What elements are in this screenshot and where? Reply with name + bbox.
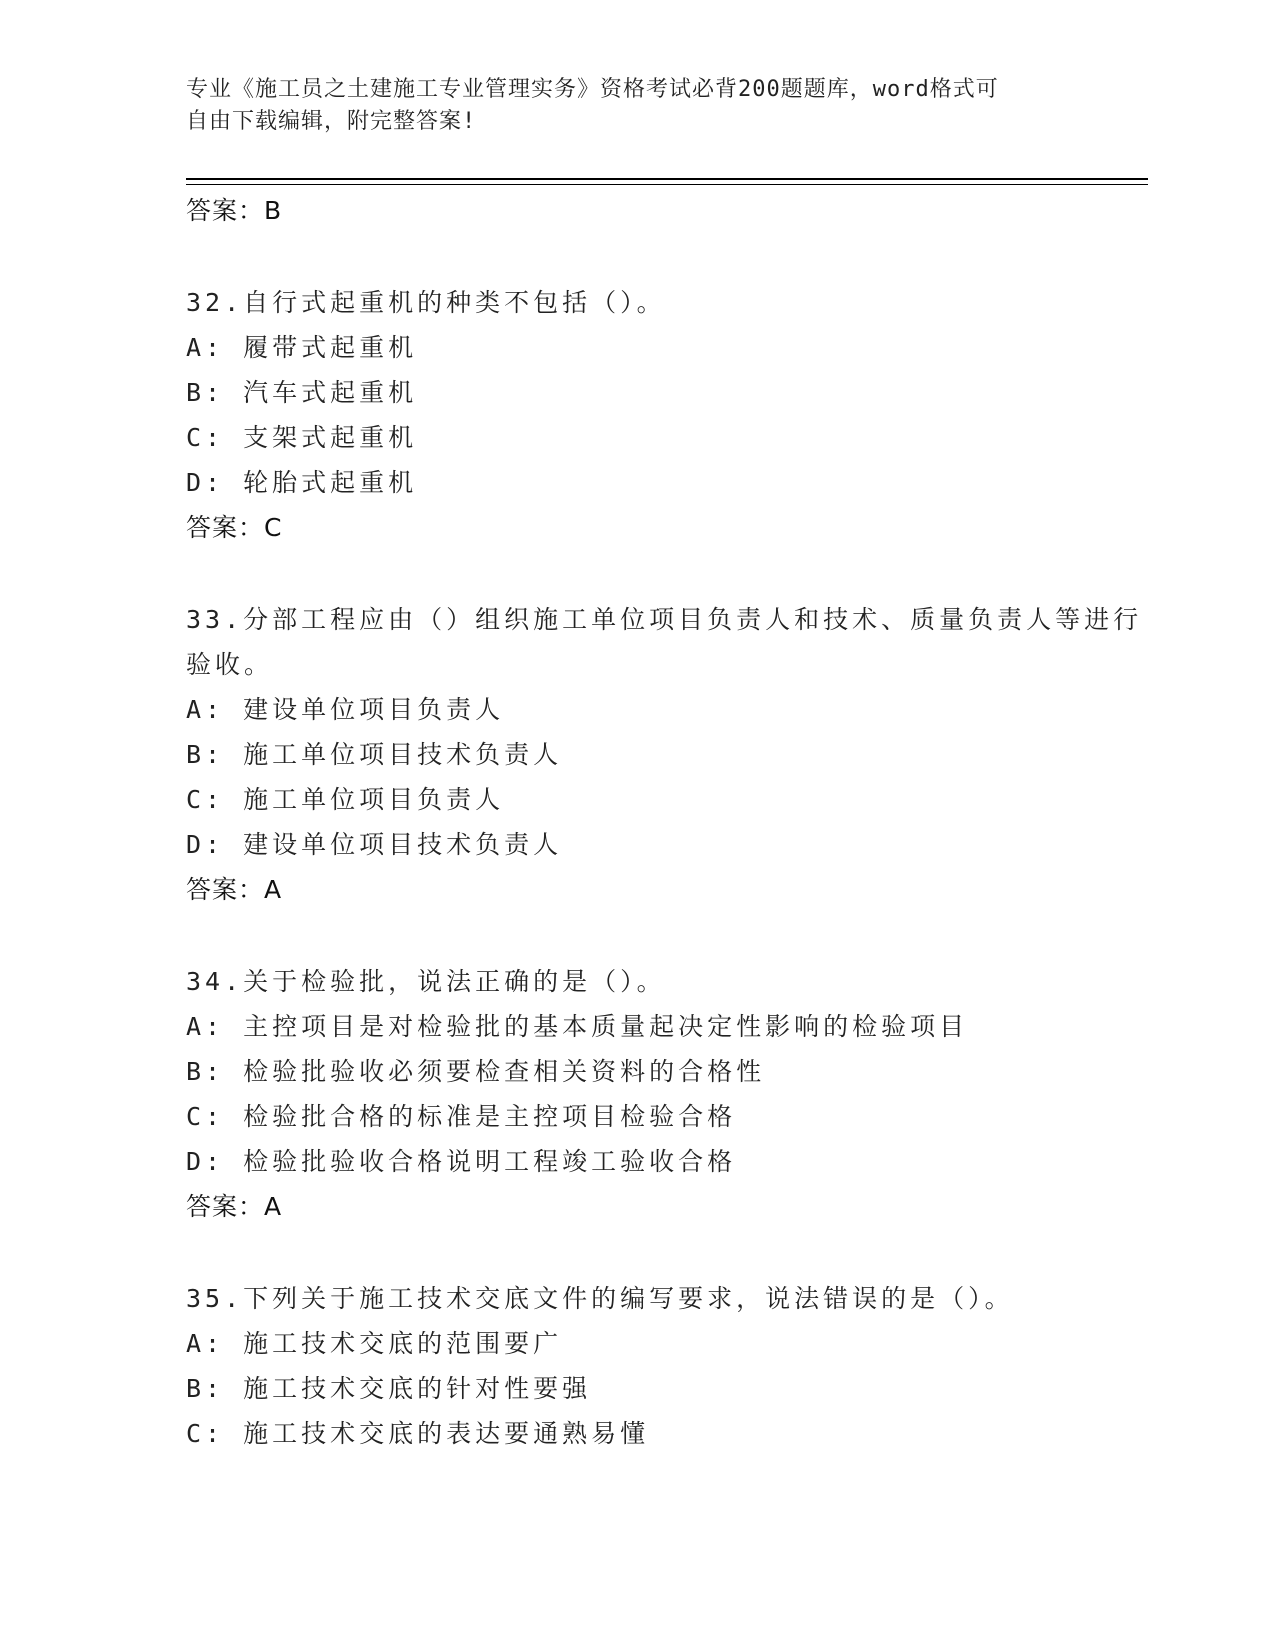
answer-label: 答案：B <box>186 196 283 225</box>
option-d: D: 检验批验收合格说明工程竣工验收合格 <box>186 1147 737 1176</box>
page-header <box>186 74 1066 138</box>
question-block <box>186 959 1146 1229</box>
option-d: D: 建设单位项目技术负责人 <box>186 830 563 859</box>
answer-label: 答案：A <box>186 1192 283 1221</box>
answer-label: 答案：C <box>186 513 283 542</box>
spacer <box>186 1229 1146 1276</box>
header-line-2: 自由下载编辑，附完整答案! <box>186 109 477 134</box>
option-b: B: 汽车式起重机 <box>186 378 418 407</box>
option-d: D: 轮胎式起重机 <box>186 468 418 497</box>
option-b: B: 检验批验收必须要检查相关资料的合格性 <box>186 1057 766 1086</box>
answer-label: 答案：A <box>186 875 283 904</box>
question-text: 32.自行式起重机的种类不包括（）。 <box>186 288 666 317</box>
option-a: A: 主控项目是对检验批的基本质量起决定性影响的检验项目 <box>186 1012 969 1041</box>
question-block <box>186 280 1146 550</box>
header-rule-thin <box>186 184 1148 185</box>
document-body <box>186 188 1146 1456</box>
spacer <box>186 550 1146 597</box>
header-rule-thick <box>186 178 1148 180</box>
header-line-1: 专业《施工员之土建施工专业管理实务》资格考试必背200题题库，word格式可 <box>186 77 999 102</box>
spacer <box>186 233 1146 280</box>
option-a: A: 履带式起重机 <box>186 333 418 362</box>
option-c: C: 施工技术交底的表达要通熟易懂 <box>186 1419 650 1448</box>
spacer <box>186 912 1146 959</box>
question-block <box>186 1276 1146 1456</box>
option-b: B: 施工单位项目技术负责人 <box>186 740 563 769</box>
question-block <box>186 597 1146 912</box>
option-b: B: 施工技术交底的针对性要强 <box>186 1374 592 1403</box>
question-text: 34.关于检验批，说法正确的是（）。 <box>186 967 666 996</box>
option-c: C: 支架式起重机 <box>186 423 418 452</box>
option-a: A: 建设单位项目负责人 <box>186 695 505 724</box>
question-text: 35.下列关于施工技术交底文件的编写要求，说法错误的是（）。 <box>186 1284 1014 1313</box>
option-c: C: 检验批合格的标准是主控项目检验合格 <box>186 1102 737 1131</box>
option-c: C: 施工单位项目负责人 <box>186 785 505 814</box>
option-a: A: 施工技术交底的范围要广 <box>186 1329 563 1358</box>
question-text: 33.分部工程应由（）组织施工单位项目负责人和技术、质量负责人等进行验收。 <box>186 605 1143 679</box>
